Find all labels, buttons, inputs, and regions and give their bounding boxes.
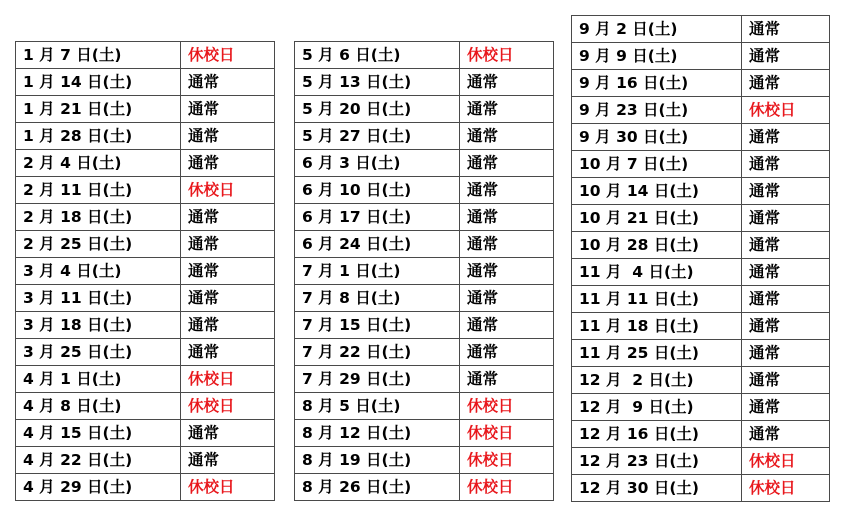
status-cell-closed: 休校日 (181, 474, 275, 501)
date-cell: 11 月 11 日(土) (572, 286, 742, 313)
status-cell-normal: 通常 (460, 69, 554, 96)
status-cell-normal: 通常 (181, 96, 275, 123)
table-row (295, 258, 554, 285)
table-row (295, 150, 554, 177)
date-cell: 5 月 6 日(土) (295, 42, 460, 69)
table-row (295, 285, 554, 312)
status-cell-closed: 休校日 (181, 366, 275, 393)
date-cell: 10 月 14 日(土) (572, 178, 742, 205)
status-cell-closed: 休校日 (460, 42, 554, 69)
table-row (295, 447, 554, 474)
date-cell: 10 月 21 日(土) (572, 205, 742, 232)
table-row (16, 312, 275, 339)
table-row (16, 447, 275, 474)
status-cell-normal: 通常 (460, 123, 554, 150)
date-cell: 7 月 15 日(土) (295, 312, 460, 339)
date-cell: 1 月 7 日(土) (16, 42, 181, 69)
date-cell: 6 月 3 日(土) (295, 150, 460, 177)
status-cell-normal: 通常 (742, 421, 830, 448)
date-cell: 12 月 16 日(土) (572, 421, 742, 448)
table-row (572, 421, 830, 448)
date-cell: 12 月 30 日(土) (572, 475, 742, 502)
status-cell-normal: 通常 (460, 285, 554, 312)
status-cell-normal: 通常 (181, 123, 275, 150)
date-cell: 3 月 4 日(土) (16, 258, 181, 285)
status-cell-normal: 通常 (460, 231, 554, 258)
status-cell-normal: 通常 (460, 258, 554, 285)
schedule-table-may-aug (294, 41, 554, 501)
table-row (572, 178, 830, 205)
table-row (572, 394, 830, 421)
date-cell: 9 月 9 日(土) (572, 43, 742, 70)
date-cell: 3 月 25 日(土) (16, 339, 181, 366)
date-cell: 2 月 25 日(土) (16, 231, 181, 258)
status-cell-closed: 休校日 (460, 420, 554, 447)
table-row (295, 177, 554, 204)
status-cell-normal: 通常 (460, 96, 554, 123)
status-cell-normal: 通常 (181, 69, 275, 96)
table-row (295, 204, 554, 231)
status-cell-closed: 休校日 (742, 97, 830, 124)
status-cell-normal: 通常 (460, 204, 554, 231)
date-cell: 1 月 14 日(土) (16, 69, 181, 96)
date-cell: 3 月 18 日(土) (16, 312, 181, 339)
table-row (572, 151, 830, 178)
status-cell-normal: 通常 (181, 447, 275, 474)
table-row (295, 474, 554, 501)
table-row (295, 339, 554, 366)
status-cell-closed: 休校日 (181, 177, 275, 204)
status-cell-normal: 通常 (460, 339, 554, 366)
table-row (295, 69, 554, 96)
table-row (16, 285, 275, 312)
status-cell-normal: 通常 (742, 367, 830, 394)
date-cell: 7 月 8 日(土) (295, 285, 460, 312)
status-cell-normal: 通常 (460, 312, 554, 339)
table-row (295, 231, 554, 258)
date-cell: 4 月 1 日(土) (16, 366, 181, 393)
date-cell: 6 月 24 日(土) (295, 231, 460, 258)
date-cell: 8 月 5 日(土) (295, 393, 460, 420)
date-cell: 5 月 20 日(土) (295, 96, 460, 123)
table-row (572, 70, 830, 97)
date-cell: 7 月 1 日(土) (295, 258, 460, 285)
status-cell-normal: 通常 (742, 43, 830, 70)
date-cell: 4 月 22 日(土) (16, 447, 181, 474)
date-cell: 12 月 9 日(土) (572, 394, 742, 421)
status-cell-closed: 休校日 (742, 475, 830, 502)
table-row (572, 313, 830, 340)
status-cell-normal: 通常 (460, 366, 554, 393)
table-row (572, 448, 830, 475)
date-cell: 7 月 22 日(土) (295, 339, 460, 366)
table-row (295, 366, 554, 393)
status-cell-normal: 通常 (181, 420, 275, 447)
status-cell-normal: 通常 (181, 204, 275, 231)
status-cell-normal: 通常 (742, 16, 830, 43)
date-cell: 9 月 16 日(土) (572, 70, 742, 97)
table-row (572, 475, 830, 502)
schedule-table-sep-dec (571, 15, 830, 502)
date-cell: 10 月 28 日(土) (572, 232, 742, 259)
table-row (572, 97, 830, 124)
date-cell: 8 月 12 日(土) (295, 420, 460, 447)
status-cell-closed: 休校日 (181, 42, 275, 69)
status-cell-normal: 通常 (742, 205, 830, 232)
date-cell: 11 月 18 日(土) (572, 313, 742, 340)
date-cell: 4 月 15 日(土) (16, 420, 181, 447)
date-cell: 5 月 13 日(土) (295, 69, 460, 96)
date-cell: 7 月 29 日(土) (295, 366, 460, 393)
status-cell-normal: 通常 (742, 394, 830, 421)
date-cell: 3 月 11 日(土) (16, 285, 181, 312)
status-cell-normal: 通常 (742, 286, 830, 313)
date-cell: 11 月 25 日(土) (572, 340, 742, 367)
table-row (16, 339, 275, 366)
table-row (16, 258, 275, 285)
date-cell: 2 月 4 日(土) (16, 150, 181, 177)
status-cell-normal: 通常 (181, 258, 275, 285)
date-cell: 12 月 2 日(土) (572, 367, 742, 394)
status-cell-normal: 通常 (742, 313, 830, 340)
table-row (295, 42, 554, 69)
table-row (16, 177, 275, 204)
table-row (16, 393, 275, 420)
table-row (572, 124, 830, 151)
date-cell: 4 月 29 日(土) (16, 474, 181, 501)
date-cell: 9 月 23 日(土) (572, 97, 742, 124)
status-cell-normal: 通常 (181, 312, 275, 339)
table-row (295, 393, 554, 420)
status-cell-normal: 通常 (181, 150, 275, 177)
date-cell: 6 月 17 日(土) (295, 204, 460, 231)
status-cell-closed: 休校日 (742, 448, 830, 475)
date-cell: 1 月 28 日(土) (16, 123, 181, 150)
status-cell-normal: 通常 (181, 285, 275, 312)
date-cell: 5 月 27 日(土) (295, 123, 460, 150)
table-row (16, 96, 275, 123)
status-cell-normal: 通常 (181, 231, 275, 258)
date-cell: 2 月 18 日(土) (16, 204, 181, 231)
date-cell: 10 月 7 日(土) (572, 151, 742, 178)
table-row (572, 16, 830, 43)
table-row (16, 123, 275, 150)
status-cell-normal: 通常 (181, 339, 275, 366)
table-row (16, 474, 275, 501)
table-row (16, 69, 275, 96)
status-cell-normal: 通常 (742, 151, 830, 178)
status-cell-normal: 通常 (742, 340, 830, 367)
table-row (295, 420, 554, 447)
date-cell: 9 月 30 日(土) (572, 124, 742, 151)
table-row (295, 123, 554, 150)
date-cell: 6 月 10 日(土) (295, 177, 460, 204)
table-row (572, 232, 830, 259)
status-cell-normal: 通常 (742, 178, 830, 205)
status-cell-normal: 通常 (742, 232, 830, 259)
table-row (16, 204, 275, 231)
table-row (16, 150, 275, 177)
table-row (16, 366, 275, 393)
table-row (16, 231, 275, 258)
date-cell: 8 月 19 日(土) (295, 447, 460, 474)
date-cell: 12 月 23 日(土) (572, 448, 742, 475)
table-row (572, 286, 830, 313)
status-cell-closed: 休校日 (460, 474, 554, 501)
date-cell: 2 月 11 日(土) (16, 177, 181, 204)
status-cell-normal: 通常 (460, 177, 554, 204)
date-cell: 11 月 4 日(土) (572, 259, 742, 286)
status-cell-normal: 通常 (742, 259, 830, 286)
status-cell-closed: 休校日 (460, 393, 554, 420)
table-row (572, 205, 830, 232)
status-cell-normal: 通常 (460, 150, 554, 177)
schedule-table-jan-apr (15, 41, 275, 501)
date-cell: 8 月 26 日(土) (295, 474, 460, 501)
table-row (295, 312, 554, 339)
date-cell: 9 月 2 日(土) (572, 16, 742, 43)
table-row (572, 367, 830, 394)
status-cell-normal: 通常 (742, 124, 830, 151)
table-row (572, 340, 830, 367)
status-cell-closed: 休校日 (460, 447, 554, 474)
table-row (16, 420, 275, 447)
date-cell: 4 月 8 日(土) (16, 393, 181, 420)
table-row (572, 43, 830, 70)
date-cell: 1 月 21 日(土) (16, 96, 181, 123)
status-cell-closed: 休校日 (181, 393, 275, 420)
table-row (16, 42, 275, 69)
table-row (572, 259, 830, 286)
status-cell-normal: 通常 (742, 70, 830, 97)
table-row (295, 96, 554, 123)
